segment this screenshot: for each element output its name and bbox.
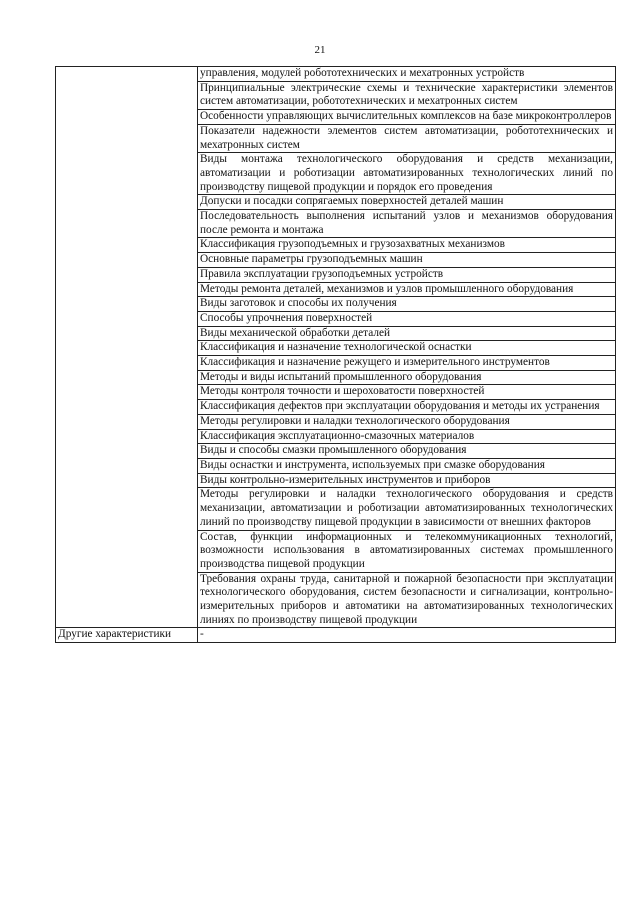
table-cell: Требования охраны труда, санитарной и пожарной безопасности при эксплуатации технологического оборудования, систем безопасности и сигнализации, контрольно-измерительных приборов и автоматики на автоматизированных технологических линиях по производству пищевой продукции xyxy=(198,572,616,628)
table-cell: Классификация грузоподъемных и грузозахватных механизмов xyxy=(198,238,616,253)
table-cell: Методы регулировки и наладки технологического оборудования и средств механизации, автоматизации и роботизации автоматизированных технологических линий по производству пищевой продукции в зависимости от внешних факторов xyxy=(198,488,616,530)
table-cell: Последовательность выполнения испытаний узлов и механизмов оборудования после ремонта и монтажа xyxy=(198,210,616,238)
table-cell: Особенности управляющих вычислительных комплексов на базе микроконтроллеров xyxy=(198,110,616,125)
knowledge-table xyxy=(55,66,616,643)
table-cell: Виды и способы смазки промышленного оборудования xyxy=(198,444,616,459)
table-cell: Состав, функции информационных и телекоммуникационных технологий, возможности использования в автоматизированных системах промышленного производства пищевой продукции xyxy=(198,530,616,572)
table-cell: Правила эксплуатации грузоподъемных устройств xyxy=(198,267,616,282)
table-cell: Классификация и назначение режущего и измерительного инструментов xyxy=(198,356,616,371)
table-cell: Методы ремонта деталей, механизмов и узлов промышленного оборудования xyxy=(198,282,616,297)
table-cell: Виды заготовок и способы их получения xyxy=(198,297,616,312)
table-body xyxy=(56,67,616,643)
table-row-other xyxy=(56,628,616,643)
table-cell: Показатели надежности элементов систем автоматизации, робототехнических и мехатронных систем xyxy=(198,124,616,152)
table-cell: Классификация и назначение технологической оснастки xyxy=(198,341,616,356)
page-number: 21 xyxy=(314,44,326,56)
table-cell: Способы упрочнения поверхностей xyxy=(198,311,616,326)
table-cell: Допуски и посадки сопрягаемых поверхностей деталей машин xyxy=(198,195,616,210)
table-cell: Классификация эксплуатационно-смазочных материалов xyxy=(198,429,616,444)
table-cell: Виды контрольно-измерительных инструментов и приборов xyxy=(198,473,616,488)
table-cell: Виды механической обработки деталей xyxy=(198,326,616,341)
other-characteristics-label: Другие характеристики xyxy=(56,628,198,643)
table-cell: Основные параметры грузоподъемных машин xyxy=(198,253,616,268)
other-characteristics-value: - xyxy=(198,628,616,643)
table-cell: Методы и виды испытаний промышленного оборудования xyxy=(198,370,616,385)
table-left-cell xyxy=(56,67,198,628)
table-cell: Принципиальные электрические схемы и технические характеристики элементов систем автоматизации, робототехнических и мехатронных систем xyxy=(198,81,616,109)
table-cell: Виды оснастки и инструмента, используемых при смазке оборудования xyxy=(198,458,616,473)
table-row xyxy=(56,67,616,82)
table-cell: Классификация дефектов при эксплуатации оборудования и методы их устранения xyxy=(198,400,616,415)
table-cell: управления, модулей робототехнических и мехатронных устройств xyxy=(198,67,616,82)
table-cell: Методы регулировки и наладки технологического оборудования xyxy=(198,414,616,429)
table-cell: Виды монтажа технологического оборудования и средств механизации, автоматизации и роботизации автоматизированных технологических линий по производству пищевой продукции и порядок его проведения xyxy=(198,153,616,195)
table-cell: Методы контроля точности и шероховатости поверхностей xyxy=(198,385,616,400)
